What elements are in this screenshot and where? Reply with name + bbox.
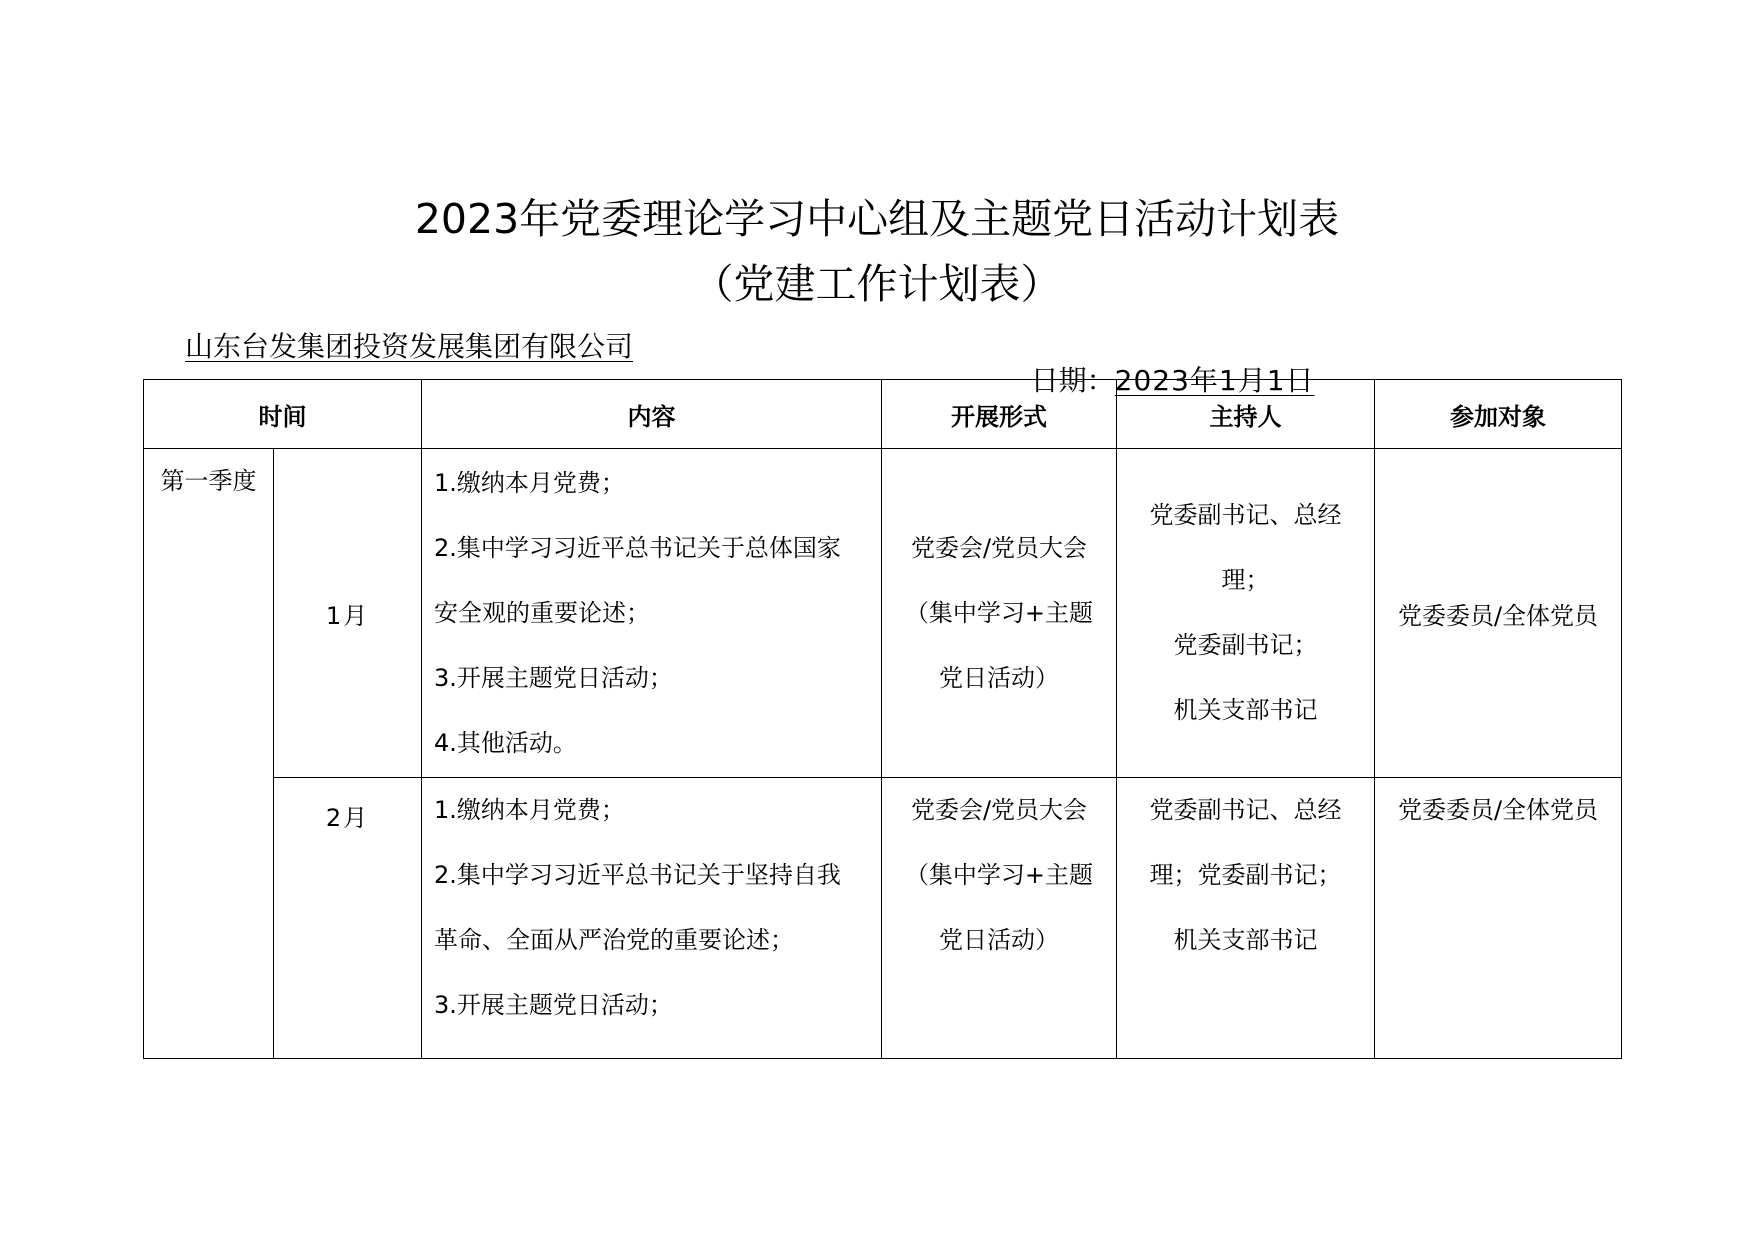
month-cell: 1月	[274, 449, 422, 778]
content-line: 1.缴纳本月党费；	[434, 796, 625, 824]
participants-cell: 党委委员/全体党员	[1375, 449, 1622, 778]
host-line: 党委副书记、总经	[1149, 796, 1342, 824]
header-time: 时间	[144, 380, 422, 449]
company-name: 山东台发集团投资发展集团有限公司	[185, 330, 634, 363]
content-line: 革命、全面从严治党的重要论述；	[434, 926, 794, 954]
host-line: 机关支部书记	[1173, 926, 1318, 954]
document-title: 2023年党委理论学习中心组及主题党日活动计划表	[414, 195, 1340, 243]
content-cell	[422, 778, 882, 1059]
quarter-cell: 第一季度	[144, 449, 274, 1059]
format-line: 党委会/党员大会	[910, 796, 1088, 824]
header-content: 内容	[422, 380, 882, 449]
host-cell	[1117, 449, 1375, 778]
content-line: 3.开展主题党日活动；	[434, 663, 673, 692]
content-line: 2.集中学习习近平总书记关于坚持自我	[434, 861, 841, 889]
table-row	[144, 778, 1622, 1059]
content-cell	[422, 449, 882, 778]
content-line: 1.缴纳本月党费；	[434, 468, 625, 497]
format-line: 党日活动）	[939, 663, 1059, 692]
content-line: 安全观的重要论述；	[434, 598, 650, 627]
content-line: 2.集中学习习近平总书记关于总体国家	[434, 533, 841, 562]
host-line: 机关支部书记	[1173, 696, 1318, 724]
host-line: 理；党委副书记；	[1149, 861, 1342, 889]
date-value: 2023年1月1日	[1114, 364, 1315, 397]
header-format: 开展形式	[882, 380, 1117, 449]
content-line: 3.开展主题党日活动；	[434, 991, 673, 1019]
document-subtitle: （党建工作计划表）	[692, 260, 1062, 308]
format-line: 党委会/党员大会	[910, 533, 1088, 562]
format-cell	[882, 449, 1117, 778]
table-header-row	[144, 380, 1622, 449]
host-line: 理；	[1221, 566, 1270, 594]
format-cell	[882, 778, 1117, 1059]
format-line: 党日活动）	[939, 926, 1059, 954]
date-label: 日期：	[1030, 364, 1115, 397]
header-participants: 参加对象	[1375, 380, 1622, 449]
plan-table	[143, 379, 1622, 1059]
host-line: 党委副书记；	[1173, 631, 1318, 659]
format-line: （集中学习+主题	[904, 598, 1094, 627]
table-row	[144, 449, 1622, 778]
month-cell: 2月	[274, 778, 422, 1059]
participants-cell: 党委委员/全体党员	[1375, 778, 1622, 1059]
host-cell	[1117, 778, 1375, 1059]
header-host: 主持人	[1117, 380, 1375, 449]
format-line: （集中学习+主题	[904, 861, 1094, 889]
content-line: 4.其他活动。	[434, 728, 577, 757]
host-line: 党委副书记、总经	[1149, 501, 1342, 529]
